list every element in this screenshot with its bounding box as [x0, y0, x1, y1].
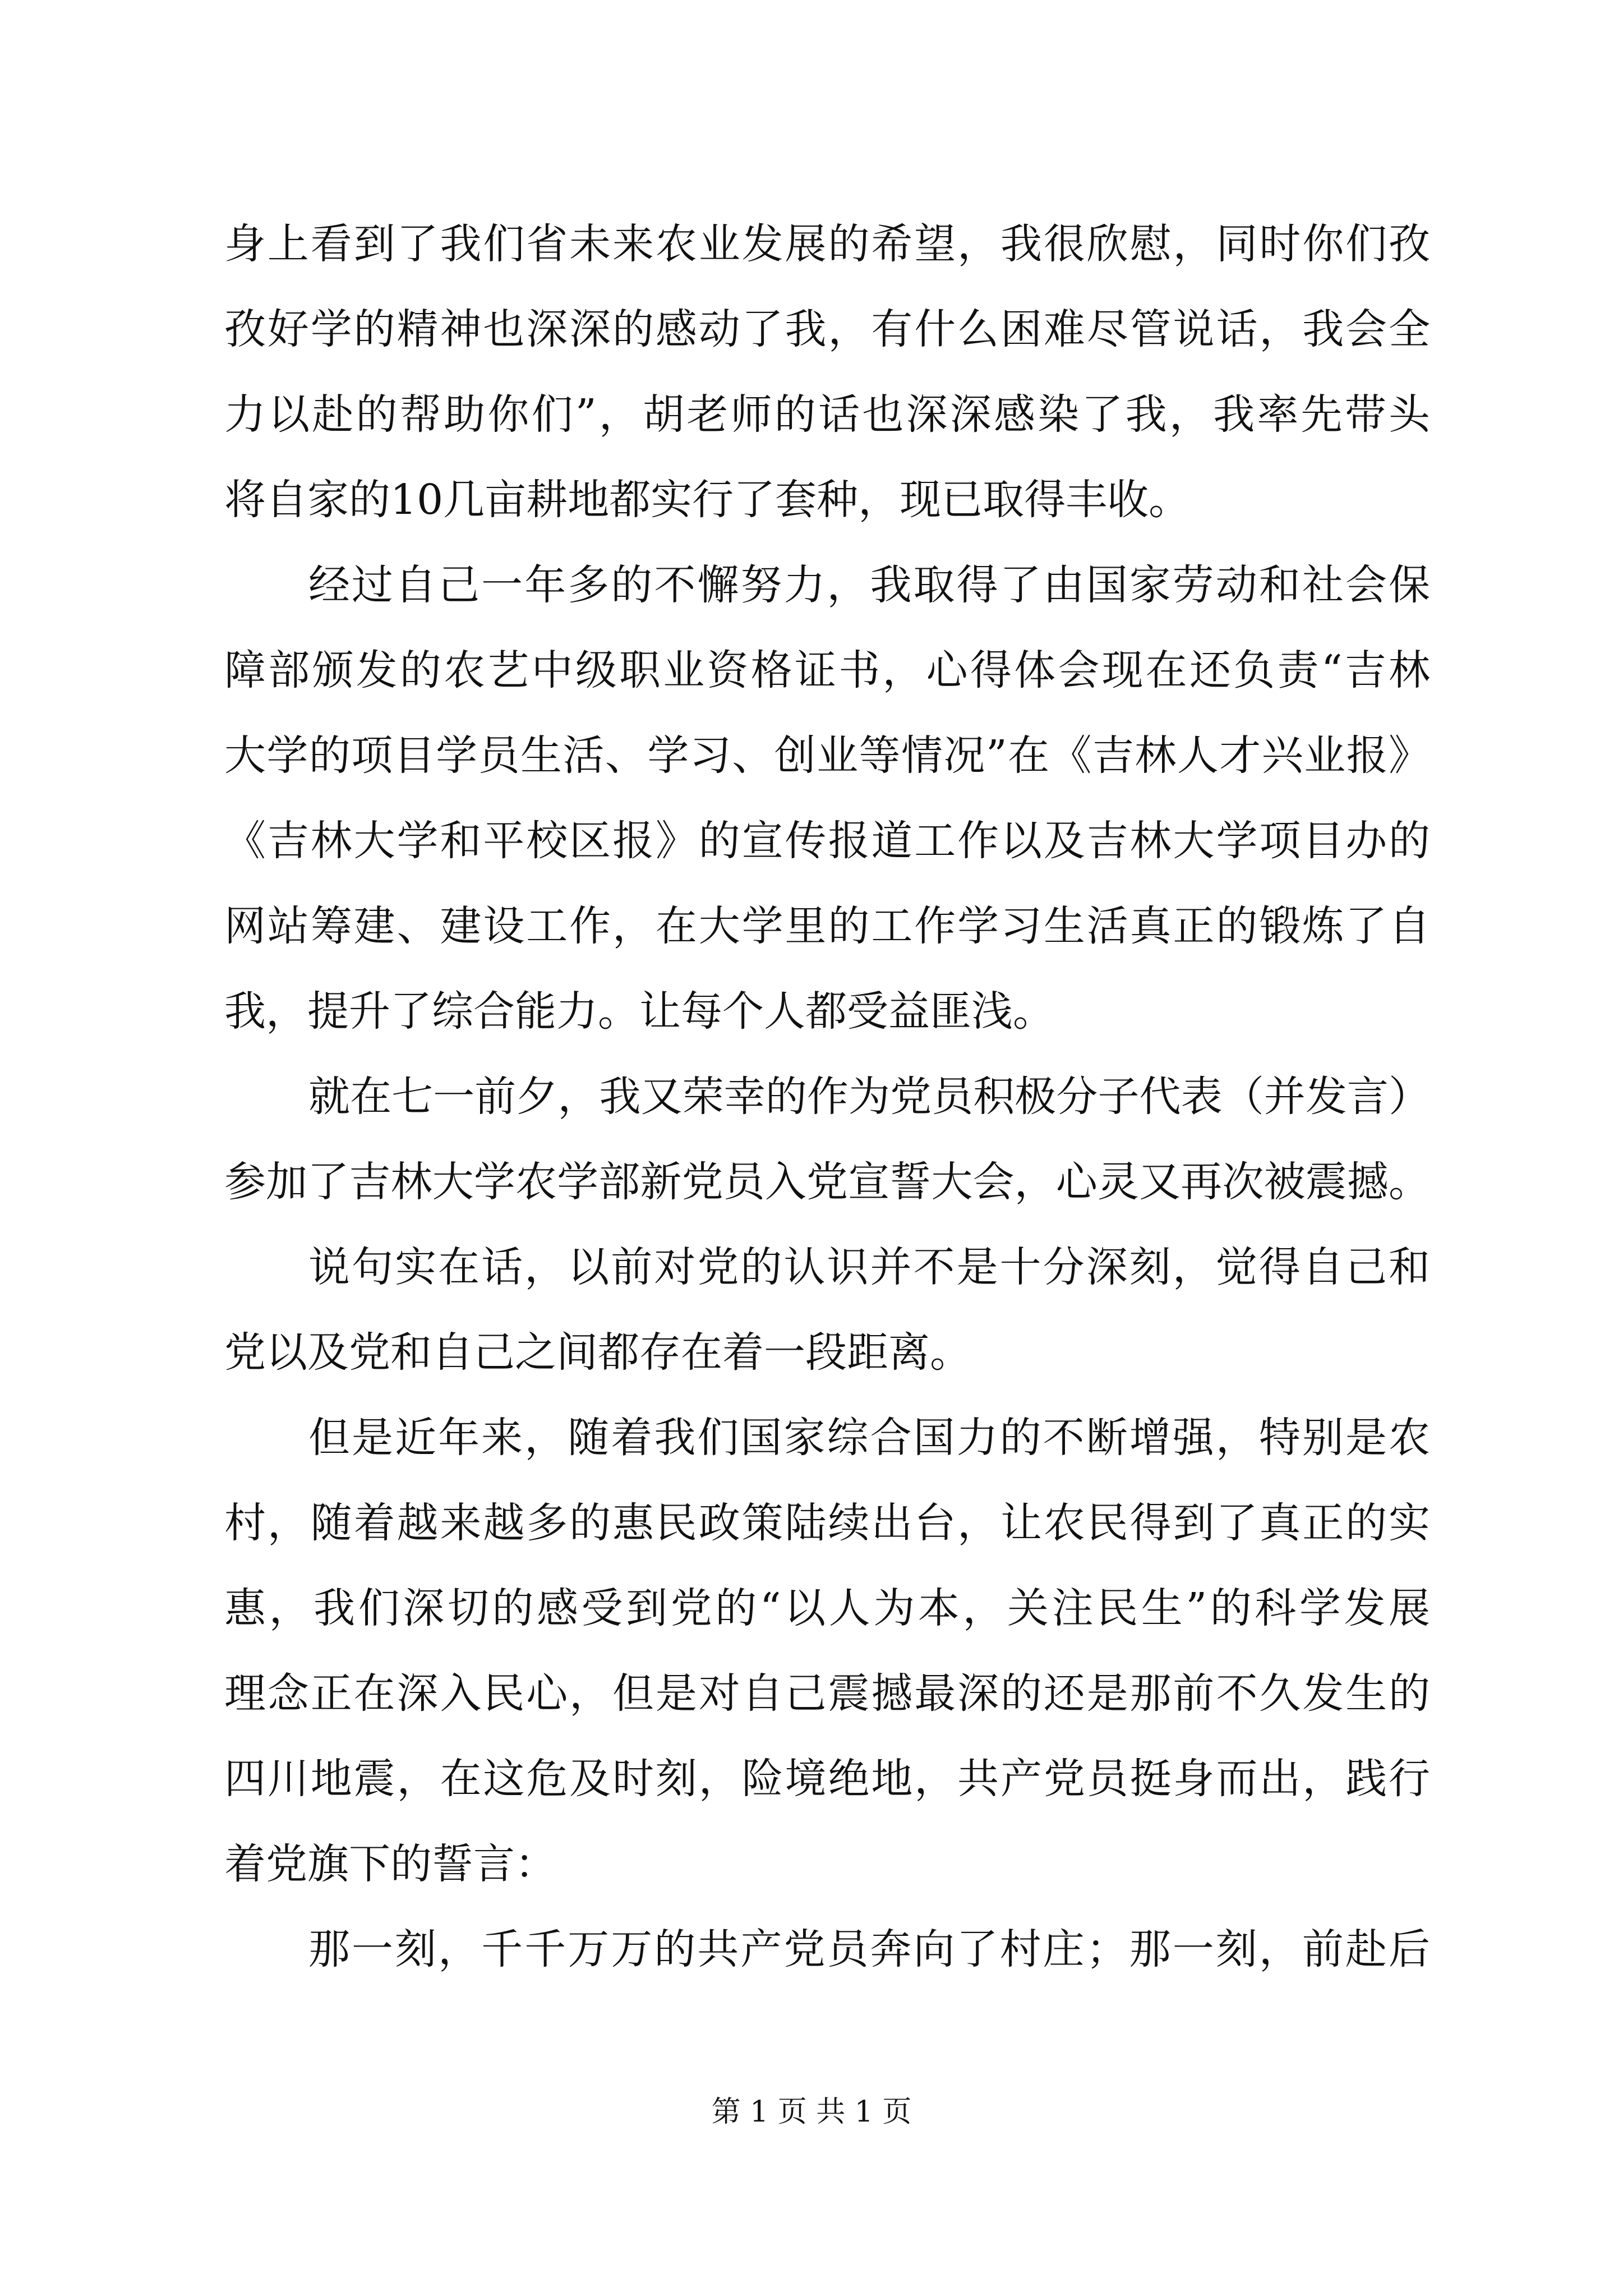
- text-line-10: 我，提升了综合能力。让每个人都受益匪浅。: [224, 987, 1054, 1036]
- text-line-2: 孜好学的精神也深深的感动了我，有什么困难尽管说话，我会全: [224, 305, 1430, 353]
- text-line-16: 村，随着越来越多的惠民政策陆续出台，让农民得到了真正的实: [224, 1499, 1430, 1547]
- text-line-14: 党以及党和自己之间都存在着一段距离。: [224, 1328, 971, 1377]
- text-line-13: 说句实在话，以前对党的认识并不是十分深刻，觉得自己和: [308, 1243, 1430, 1291]
- text-line-9: 网站筹建、建设工作，在大学里的工作学习生活真正的锻炼了自: [224, 902, 1430, 950]
- text-line-6: 障部颁发的农艺中级职业资格证书，心得体会现在还负责“吉林: [224, 646, 1430, 694]
- text-line-7: 大学的项目学员生活、学习、创业等情况”在《吉林人才兴业报》: [224, 731, 1430, 780]
- text-line-19: 四川地震，在这危及时刻，险境绝地，共产党员挺身而出，践行: [224, 1755, 1430, 1803]
- text-line-3: 力以赴的帮助你们”，胡老师的话也深深感染了我，我率先带头: [224, 390, 1430, 439]
- text-line-15: 但是近年来，随着我们国家综合国力的不断增强，特别是农: [308, 1414, 1430, 1462]
- text-line-1: 身上看到了我们省未来农业发展的希望，我很欣慰，同时你们孜: [224, 220, 1430, 268]
- text-line-18: 理念正在深入民心，但是对自己震撼最深的还是那前不久发生的: [224, 1669, 1430, 1718]
- page-footer: 第 1 页 共 1 页: [711, 2095, 912, 2129]
- text-line-8: 《吉林大学和平校区报》的宣传报道工作以及吉林大学项目办的: [224, 817, 1430, 865]
- text-line-4: 将自家的10几亩耕地都实行了套种，现已取得丰收。: [224, 476, 1191, 524]
- text-line-20: 着党旗下的誓言：: [224, 1840, 556, 1888]
- text-line-12: 参加了吉林大学农学部新党员入党宣誓大会，心灵又再次被震撼。: [224, 1158, 1430, 1206]
- text-line-21: 那一刻，千千万万的共产党员奔向了村庄；那一刻，前赴后: [308, 1925, 1430, 1973]
- text-line-5: 经过自己一年多的不懈努力，我取得了由国家劳动和社会保: [308, 561, 1430, 609]
- text-line-17: 惠，我们深切的感受到党的“以人为本，关注民生”的科学发展: [224, 1584, 1430, 1632]
- text-line-11: 就在七一前夕，我又荣幸的作为党员积极分子代表（并发言）: [308, 1073, 1430, 1121]
